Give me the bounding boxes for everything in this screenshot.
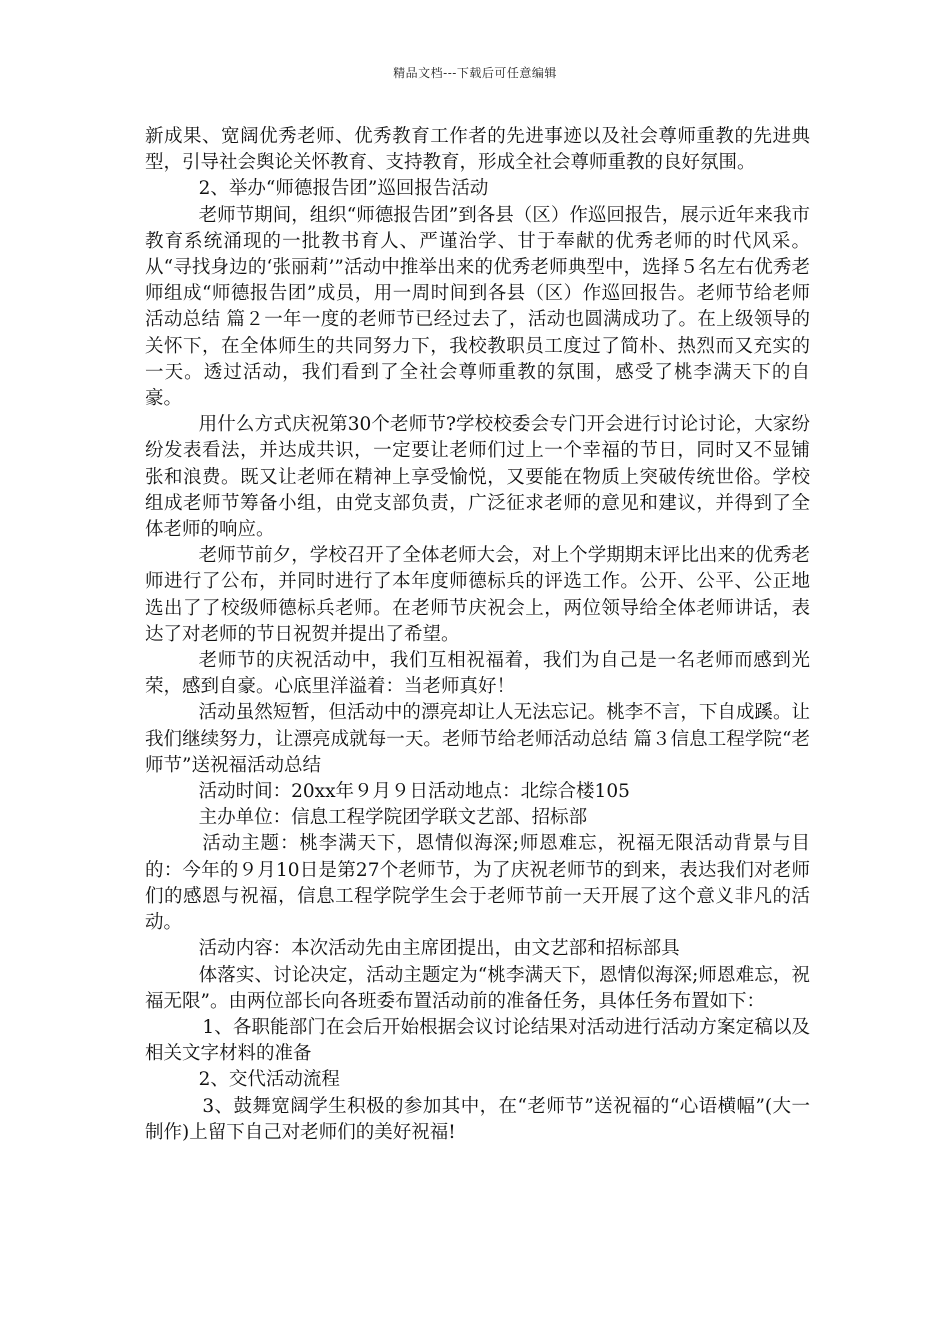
paragraph: 老师节期间，组织“师德报告团”到各县（区）作巡回报告，展示近年来我市教育系统涌现的一批教书育人、严谨治学、甘于奉献的优秀老师的时代风采。从“寻找身边的‘张丽莉’”活动中推举出来的优秀老师典型中，选择５名左右优秀老师组成“师德报告团”成员，用一周时间到各县（区）作巡回报告。老师节给老师活动总结 篇２一年一度的老师节已经过去了，活动也圆满成功了。在上级领导的关怀下，在全体师生的共同努力下，我校教职员工度过了简朴、热烈而又充实的一天。透过活动，我们看到了全社会尊师重教的氛围，感受了桃李满天下的自豪。 (145, 204, 810, 410)
document-body (145, 124, 810, 1146)
paragraph: 老师节的庆祝活动中，我们互相祝福着，我们为自己是一名老师而感到光荣，感到自豪。心底里洋溢着：当老师真好！ (145, 650, 810, 698)
paragraph: 活动虽然短暂，但活动中的漂亮却让人无法忘记。桃李不言，下自成蹊。让我们继续努力，让漂亮成就每一天。老师节给老师活动总结 篇３信息工程学院“老师节”送祝福活动总结 (145, 702, 810, 776)
paragraph-heading: 2、交代活动流程 (198, 1069, 340, 1091)
paragraph: 活动主题：桃李满天下，恩情似海深;师恩难忘，祝福无限活动背景与目的：今年的９月10日是第27个老师节，为了庆祝老师节的到来，表达我们对老师们的感恩与祝福，信息工程学院学生会于老师节前一天开展了这个意义非凡的活动。 (145, 833, 810, 934)
paragraph: 主办单位：信息工程学院团学联文艺部、招标部 (198, 807, 588, 829)
paragraph: 3、鼓舞宽阔学生积极的参加其中，在“老师节”送祝福的“心语横幅”(大一制作)上留下自己对老师们的美好祝福! (145, 1095, 810, 1143)
paragraph: 体落实、讨论决定，活动主题定为“桃李满天下，恩情似海深;师恩难忘，祝福无限”。由两位部长向各班委布置活动前的准备任务，具体任务布置如下： (145, 964, 810, 1012)
paragraph: 活动内容：本次活动先由主席团提出，由文艺部和招标部具 (198, 938, 680, 960)
paragraph: 活动时间：20xx年９月９日活动地点：北综合楼105 (198, 781, 630, 803)
page-header: 精品文档---下载后可任意编辑 (393, 66, 557, 80)
paragraph: 1、各职能部门在会后开始根据会议讨论结果对活动进行活动方案定稿以及相关文字材料的准备 (145, 1016, 810, 1065)
paragraph: 老师节前夕，学校召开了全体老师大会，对上个学期期末评比出来的优秀老师进行了公布，并同时进行了本年度师德标兵的评选工作。公开、公平、公正地选出了了校级师德标兵老师。在老师节庆祝会上，两位领导给全体老师讲话，表达了对老师的节日祝贺并提出了希望。 (145, 545, 810, 645)
paragraph: 新成果、宽阔优秀老师、优秀教育工作者的先进事迹以及社会尊师重教的先进典型，引导社会舆论关怀教育、支持教育，形成全社会尊师重教的良好氛围。 (145, 126, 810, 174)
paragraph: 用什么方式庆祝第30个老师节?学校校委会专门开会进行讨论讨论，大家纷纷发表看法，并达成共识，一定要让老师们过上一个幸福的节日，同时又不显铺张和浪费。既又让老师在精神上享受愉悦，又要能在物质上突破传统世俗。学校组成老师节筹备小组，由党支部负责，广泛征求老师的意见和建议，并得到了全体老师的响应。 (145, 414, 810, 541)
paragraph-heading: 2、举办“师德报告团”巡回报告活动 (198, 178, 489, 200)
